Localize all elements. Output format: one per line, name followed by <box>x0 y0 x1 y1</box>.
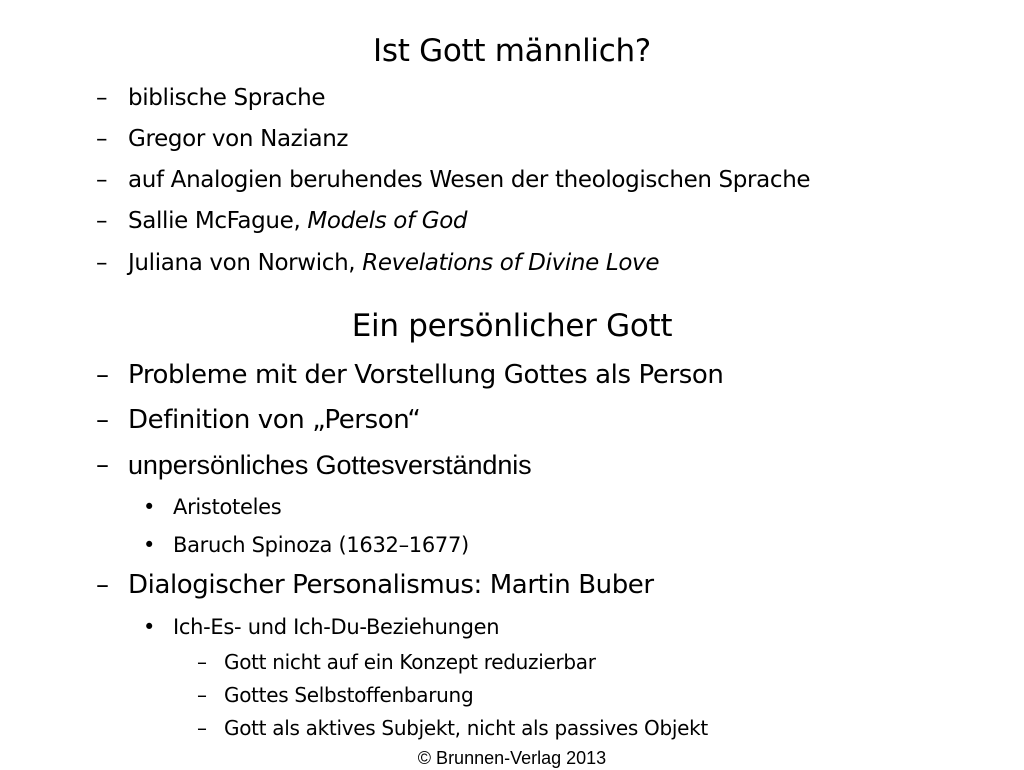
list-item-text: Definition von „Person“ <box>128 405 421 435</box>
dash-marker: – <box>96 208 108 234</box>
dash-marker: – <box>96 167 108 193</box>
list-item-text: unpersönliches Gottesverständnis <box>128 450 532 480</box>
author-text: Sallie McFague, <box>128 208 308 234</box>
dash-marker: – <box>96 405 109 435</box>
list-item-text: Baruch Spinoza (1632–1677) <box>173 533 469 557</box>
dash-marker: – <box>96 250 108 276</box>
list-item-text: Ich-Es- und Ich-Du-Beziehungen <box>173 615 500 639</box>
list-item-text: Gott nicht auf ein Konzept reduzierbar <box>224 650 596 674</box>
list-item-text: auf Analogien beruhendes Wesen der theologischen Sprache <box>128 167 811 193</box>
dash-marker: – <box>197 683 207 707</box>
list-item-text: Aristoteles <box>173 495 282 519</box>
dash-marker: – <box>96 570 109 600</box>
dash-marker: – <box>96 450 109 480</box>
list-item-text: Gottes Selbstoffenbarung <box>224 683 474 707</box>
bullet-marker: • <box>143 533 156 557</box>
list-item-text: Dialogischer Personalismus: Martin Buber <box>128 570 654 600</box>
dash-marker: – <box>96 360 109 390</box>
author-text: Juliana von Norwich, <box>128 250 363 276</box>
list-item-text: Probleme mit der Vorstellung Gottes als Person <box>128 360 724 390</box>
dash-marker: – <box>96 85 108 111</box>
list-item-text: biblische Sprache <box>128 85 326 111</box>
list-item-text: Gott als aktives Subjekt, nicht als passives Objekt <box>224 716 708 740</box>
copyright-footer: © Brunnen-Verlag 2013 <box>417 748 607 768</box>
dash-marker: – <box>197 716 207 740</box>
book-title: Revelations of Divine Love <box>362 250 660 276</box>
list-item-text: Gregor von Nazianz <box>128 126 349 152</box>
dash-marker: – <box>197 650 207 674</box>
dash-marker: – <box>96 126 108 152</box>
section1-title: Ist Gott männlich? <box>373 33 651 69</box>
list-item-text <box>128 248 659 278</box>
book-title: Models of God <box>307 208 468 234</box>
list-item-text <box>128 206 467 236</box>
bullet-marker: • <box>143 495 156 519</box>
bullet-marker: • <box>143 615 156 639</box>
section2-title: Ein persönlicher Gott <box>351 308 673 344</box>
